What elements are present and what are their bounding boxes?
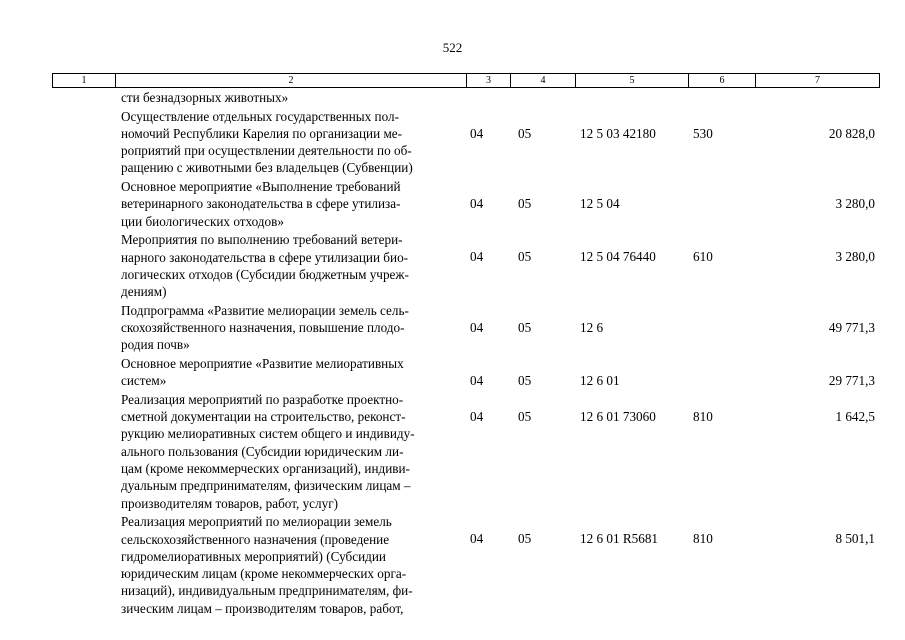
row-target-code: 12 6 01 <box>580 372 620 388</box>
row-amount: 29 771,3 <box>828 372 875 388</box>
header-col-7: 7 <box>815 75 820 86</box>
row-amount: 3 280,0 <box>835 249 875 265</box>
row-name: Реализация мероприятий по мелиорации земель сельскохозяйственного назначения (проведение гидромелиоративных мероприятий) (Субсидии юридическим лицам (кроме некоммерческих орга- низаций), индивидуальным предпринимателям, фи- зическим лицам – производителям товаров, работ, <box>121 514 413 616</box>
row-amount: 8 501,1 <box>835 531 875 547</box>
table-row <box>0 178 905 230</box>
row-section: 04 <box>470 249 484 265</box>
row-continuation-text: сти безнадзорных животных» <box>121 90 289 105</box>
table-row-continuation <box>0 89 905 106</box>
header-col-6: 6 <box>689 74 756 87</box>
header-col-3: 3 <box>467 74 511 87</box>
page-number: 522 <box>442 40 463 55</box>
header-col-4: 4 <box>511 74 576 87</box>
table-row <box>0 108 905 177</box>
row-name: Осуществление отдельных государственных пол- номочий Республики Карелия по организации ме- роприятий при осуществлении деятельности по об- ращению с животными без владельцев (Субвенции) <box>121 108 413 176</box>
row-subsection: 05 <box>518 531 532 547</box>
row-target-code: 12 5 04 <box>580 196 620 212</box>
table-row <box>0 513 905 617</box>
row-subsection: 05 <box>518 408 532 424</box>
header-col-5: 5 <box>576 74 689 87</box>
row-subsection: 05 <box>518 319 532 335</box>
row-expense-type: 530 <box>693 125 713 141</box>
row-expense-type: 610 <box>693 249 713 265</box>
row-section: 04 <box>470 372 484 388</box>
row-subsection: 05 <box>518 196 532 212</box>
row-target-code: 12 6 <box>580 319 604 335</box>
table-body <box>0 89 905 618</box>
table-row <box>0 391 905 512</box>
row-name: Мероприятия по выполнению требований ветери- нарного законодательства в сфере утилизации био- логических отходов (Субсидии бюджетным учреж- дениям) <box>121 232 409 300</box>
table-row <box>0 355 905 390</box>
table-row <box>0 231 905 300</box>
row-section: 04 <box>470 531 484 547</box>
row-section: 04 <box>470 196 484 212</box>
row-section: 04 <box>470 408 484 424</box>
row-amount: 3 280,0 <box>835 196 875 212</box>
row-name: Основное мероприятие «Выполнение требований ветеринарного законодательства в сфере утилиза- ции биологических отходов» <box>121 179 401 229</box>
table-header <box>52 73 880 88</box>
row-name: Подпрограмма «Развитие мелиорации земель сель- скохозяйственного назначения, повышение плодо- родия почв» <box>121 302 409 353</box>
row-target-code: 12 5 03 42180 <box>580 125 656 141</box>
row-amount: 1 642,5 <box>835 408 875 424</box>
row-expense-type: 810 <box>693 531 713 547</box>
row-target-code: 12 6 01 R5681 <box>580 531 659 547</box>
header-col-2: 2 <box>116 74 467 87</box>
row-target-code: 12 6 01 73060 <box>580 408 656 424</box>
row-amount: 20 828,0 <box>828 125 875 141</box>
table-row <box>0 302 905 354</box>
header-col-1: 1 <box>53 74 116 87</box>
row-subsection: 05 <box>518 249 532 265</box>
row-name: Реализация мероприятий по разработке проектно- сметной документации на строительство, реконст- рукцию мелиоративных систем общего и индивиду- ального пользования (Субсидии юридическим ли- цам (кроме некоммерческих организаций), индиви- дуальным предпринимателям, физическим лицам – производителям товаров, работ, услуг) <box>121 391 415 511</box>
row-target-code: 12 5 04 76440 <box>580 249 656 265</box>
row-subsection: 05 <box>518 125 532 141</box>
row-subsection: 05 <box>518 372 532 388</box>
row-expense-type: 810 <box>693 408 713 424</box>
row-name: Основное мероприятие «Развитие мелиоративных систем» <box>121 355 404 389</box>
row-amount: 49 771,3 <box>828 319 875 335</box>
row-section: 04 <box>470 319 484 335</box>
row-section: 04 <box>470 125 484 141</box>
